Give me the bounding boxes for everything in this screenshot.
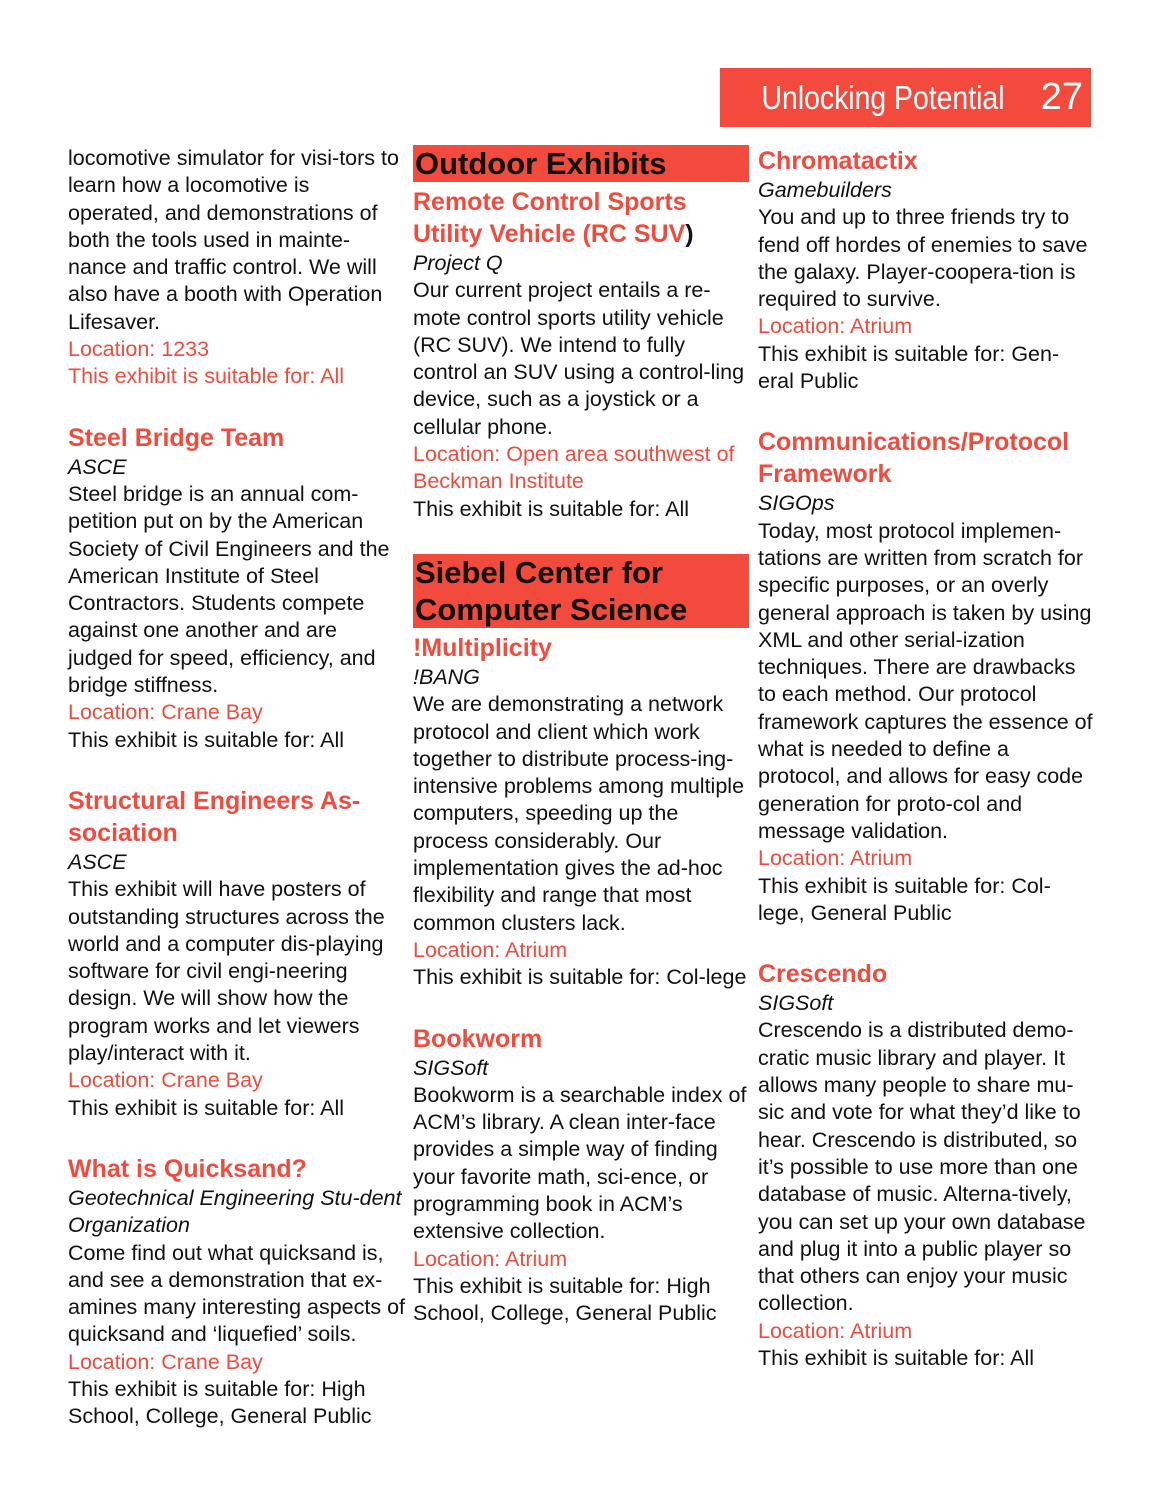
exhibit-structural-engineers	[68, 785, 406, 1122]
exhibit-suitability: This exhibit is suitable for: High School, College, General Public	[68, 1376, 372, 1429]
exhibit-description: Today, most protocol implemen-tations are written from scratch for specific purposes, or an overly general approach is taken by using XML and other serial-ization techniques. There are drawbacks to each method. Our protocol framework captures the essence of what is needed to define a protocol, and allows for easy code generation for proto-col and message validation.	[758, 518, 1093, 843]
exhibit-location: Location: Crane Bay	[68, 1349, 263, 1374]
exhibit-organization: Gamebuilders	[758, 178, 892, 202]
exhibit-title-tail: )	[685, 220, 694, 248]
exhibit-location: Location: Atrium	[413, 1246, 568, 1271]
exhibit-location: Location: Open area southwest of Beckman Institute	[413, 442, 735, 494]
exhibit-title: Crescendo	[758, 960, 888, 989]
exhibit-location: Location: Atrium	[758, 1318, 913, 1343]
page-number: 27	[1040, 76, 1083, 118]
exhibit-description: Steel bridge is an annual com-petition put on by the American Society of Civil Engineers and the American Institute of Steel Contractors. Students compete against one another and are judged for speed, efficiency, and bridge stiffness.	[68, 481, 390, 698]
exhibit-description: Come find out what quicksand is, and see a demonstration that ex-amines many interesting aspects of quicksand and ‘liquefied’ soils.	[68, 1240, 405, 1347]
exhibit-description: This exhibit will have posters of outstanding structures across the world and a computer dis-playing software for civil engi-neering design. We will show how the program works and let viewers play/interact with it.	[68, 877, 385, 1066]
exhibit-organization: ASCE	[68, 454, 127, 479]
exhibit-location: Location: Atrium	[758, 314, 913, 339]
exhibit-title: What is Quicksand?	[68, 1154, 307, 1183]
exhibit-quicksand	[68, 1153, 406, 1431]
exhibit-location: Location: Atrium	[758, 846, 913, 871]
exhibit-title: Structural Engineers As-sociation	[68, 786, 361, 847]
exhibit-protocol-framework	[758, 426, 1094, 927]
exhibit-description: Bookworm is a searchable index of ACM’s library. A clean inter-face provides a simple way of finding your favorite math, sci-ence, or programming book in ACM’s extensive collection.	[413, 1082, 747, 1244]
exhibit-suitability: This exhibit is suitable for: All	[758, 1345, 1035, 1370]
exhibit-description: Our current project entails a re-mote control sports utility vehicle (RC SUV). We intend to fully control an SUV using a control-ling device, such as a joystick or a cellular phone.	[413, 278, 745, 439]
exhibit-suitability: This exhibit is suitable for: All	[68, 364, 345, 389]
exhibit-description: You and up to three friends try to fend off hordes of enemies to save the galaxy. Player-coopera-tion is required to survive.	[758, 205, 1088, 312]
exhibit-steel-bridge-team	[68, 422, 406, 754]
exhibit-description: locomotive simulator for visi-tors to learn how a locomotive is operated, and demonstrations of both the tools used in mainte-nance and traffic control. We will also have a booth with Operation Lifesaver.	[68, 146, 399, 334]
exhibit-title: Communications/Protocol Framework	[758, 428, 1070, 489]
exhibit-continued	[68, 145, 406, 391]
exhibit-title	[413, 186, 749, 250]
exhibit-organization: SIGSoft	[413, 1055, 489, 1080]
exhibit-multiplicity	[413, 632, 749, 992]
exhibit-organization: Project Q	[413, 251, 503, 275]
exhibit-suitability: This exhibit is suitable for: All	[413, 496, 690, 521]
section-heading-outdoor: Outdoor Exhibits	[413, 145, 749, 182]
exhibit-suitability: This exhibit is suitable for: Gen-eral Public	[758, 341, 1060, 394]
exhibit-title: Steel Bridge Team	[68, 423, 285, 452]
column-left	[68, 145, 406, 1462]
exhibit-suitability: This exhibit is suitable for: Col-lege, General Public	[758, 873, 1051, 925]
exhibit-bookworm	[413, 1023, 749, 1328]
exhibit-chromatactix	[758, 145, 1094, 395]
column-middle	[413, 145, 749, 1359]
exhibit-location: Location: Crane Bay	[68, 700, 263, 725]
exhibit-organization: SIGSoft	[758, 991, 834, 1016]
exhibit-title: Bookworm	[413, 1024, 543, 1053]
exhibit-rc-suv	[413, 186, 749, 523]
exhibit-organization: Geotechnical Engineering Stu-dent Organization	[68, 1185, 402, 1238]
exhibit-description: We are demonstrating a network protocol and client which work together to distribute process-ing-intensive problems among multiple computers, speeding up the process considerably. Our implementation gives the ad-hoc flexibility and range that most common clusters lack.	[413, 692, 745, 935]
section-heading-siebel: Siebel Center for Computer Science	[413, 554, 749, 628]
exhibit-organization: SIGOps	[758, 491, 835, 516]
page-header-banner	[720, 68, 1091, 127]
exhibit-title: !Multiplicity	[413, 633, 552, 662]
exhibit-suitability: This exhibit is suitable for: High School, College, General Public	[413, 1273, 717, 1326]
exhibit-organization: ASCE	[68, 849, 127, 874]
exhibit-suitability: This exhibit is suitable for: All	[68, 727, 345, 752]
exhibit-crescendo	[758, 958, 1094, 1372]
exhibit-organization: !BANG	[413, 664, 480, 689]
exhibit-location: Location: Crane Bay	[68, 1068, 263, 1093]
exhibit-location: Location: 1233	[68, 337, 210, 362]
exhibit-description: Crescendo is a distributed demo-cratic music library and player. It allows many people to share mu-sic and vote for what they’d like to hear. Crescendo is distributed, so it’s possible to use more than one database of music. Alterna-tively, you can set up your own database and plug it into a public player so that others can enjoy your music collection.	[758, 1018, 1086, 1316]
exhibit-suitability: This exhibit is suitable for: Col-lege	[413, 965, 747, 990]
exhibit-suitability: This exhibit is suitable for: All	[68, 1095, 345, 1120]
page-header-title: Unlocking Potential	[761, 78, 1005, 116]
exhibit-title: Chromatactix	[758, 147, 918, 175]
exhibit-location: Location: Atrium	[413, 937, 568, 962]
exhibit-title-text: Remote Control Sports Utility Vehicle (RC SUV	[413, 188, 687, 248]
column-right	[758, 145, 1094, 1403]
